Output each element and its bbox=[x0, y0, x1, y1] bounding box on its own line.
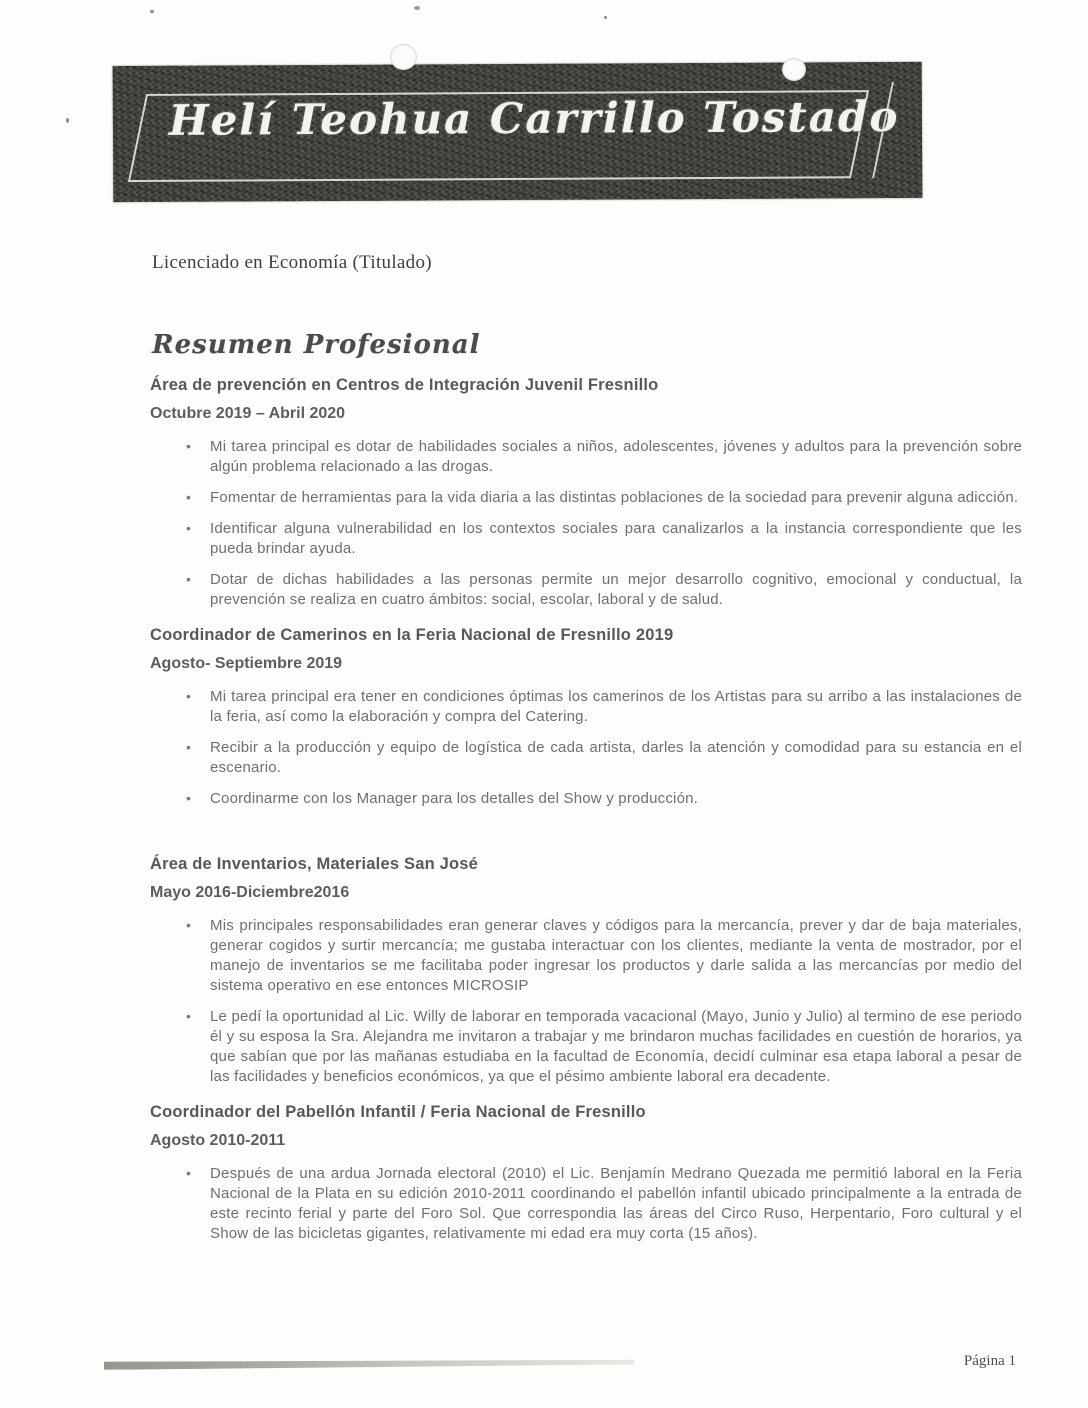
bullet-list bbox=[152, 687, 1022, 809]
section-inventarios bbox=[152, 855, 1022, 1087]
bullet-item: • Dotar de dichas habilidades a las personas permite un mejor desarrollo cognitivo, emocional y conductual, la prevención se realiza en cuatro ámbitos: social, escolar, laboral y de salud. bbox=[184, 570, 1022, 610]
bullet-item: • Le pedí la oportunidad al Lic. Willy de laborar en temporada vacacional (Mayo, Junio y Julio) al termino de ese periodo él y su esposa la Sra. Alejandra me invitaron a trabajar y me brindaron muchas facilidades en cuestión de horarios, ya que sabían que por las mañanas estudiaba en la facultad de Economía, decidí culminar esa etapa laboral a pesar de las facilidades y beneficios económicos, ya que el pésimo ambiente laboral era decadente. bbox=[184, 1007, 1022, 1087]
hole-punch bbox=[390, 44, 417, 70]
bullet-list bbox=[152, 437, 1022, 610]
bullet-item: • Coordinarme con los Manager para los detalles del Show y producción. bbox=[184, 789, 1022, 809]
bullet-list bbox=[152, 1164, 1022, 1244]
bullet-list bbox=[152, 916, 1022, 1087]
scan-speck bbox=[414, 6, 420, 10]
hole-punch bbox=[782, 58, 806, 81]
bullet-item: • Mi tarea principal era tener en condiciones óptimas los camerinos de los Artistas para su arribo a las instalaciones de la feria, así como la elaboración y compra del Catering. bbox=[184, 687, 1022, 727]
resume-heading: Resumen Profesional bbox=[152, 330, 481, 360]
bullet-item: • Fomentar de herramientas para la vida diaria a las distintas poblaciones de la sociedad para prevenir alguna adicción. bbox=[184, 488, 1022, 508]
section-title: Área de prevención en Centros de Integración Juvenil Fresnillo bbox=[150, 376, 659, 394]
document-body bbox=[152, 252, 1022, 1255]
section-prevencion bbox=[152, 376, 1022, 610]
bullet-item: • Identificar alguna vulnerabilidad en los contextos sociales para canalizarlos a la instancia correspondiente que les pueda brindar ayuda. bbox=[184, 519, 1022, 559]
section-camerinos bbox=[152, 626, 1022, 809]
bullet-item: • Mi tarea principal es dotar de habilidades sociales a niños, adolescentes, jóvenes y adultos para la prevención sobre algún problema relacionado a las drogas. bbox=[184, 437, 1022, 477]
scan-speck bbox=[66, 118, 69, 123]
scan-speck bbox=[604, 16, 607, 19]
section-pabellon bbox=[152, 1103, 1022, 1244]
bullet-item: • Mis principales responsabilidades eran generar claves y códigos para la mercancía, prever y dar de baja materiales, generar cogidos y surtir mercancía; me gustaba interactuar con los clientes, mediante la venta de mostrador, por el manejo de inventarios se me facilitaba poder ingresar los productos y darle salida a las mercancías por medio del sistema operativo en ese entonces MICROSIP bbox=[184, 916, 1022, 996]
scan-speck bbox=[150, 10, 154, 13]
section-dates: Agosto 2010-2011 bbox=[150, 1132, 286, 1149]
page-number: Página 1 bbox=[963, 1353, 1016, 1369]
section-title: Área de Inventarios, Materiales San José bbox=[150, 855, 479, 873]
degree-subtitle: Licenciado en Economía (Titulado) bbox=[152, 252, 432, 273]
section-dates: Octubre 2019 – Abril 2020 bbox=[150, 405, 346, 422]
section-dates: Mayo 2016-Diciembre2016 bbox=[150, 884, 350, 901]
bullet-item: • Después de una ardua Jornada electoral (2010) el Lic. Benjamín Medrano Quezada me permitió laboral en la Feria Nacional de la Plata en su edición 2010-2011 coordinando el pabellón infantil ubicado principalmente a la entrada de este recinto ferial y parte del Foro Sol. Que correspondia las áreas del Circo Ruso, Herpentario, Foro cultural y el Show de las bicicletas gigantes, relativamente mi edad era muy corta (15 años). bbox=[184, 1164, 1022, 1244]
bullet-item: • Recibir a la producción y equipo de logística de cada artista, darles la atención y comodidad para su estancia en el escenario. bbox=[184, 738, 1022, 778]
document-title: Helí Teohua Carrillo Tostado bbox=[168, 92, 900, 145]
section-title: Coordinador de Camerinos en la Feria Nacional de Fresnillo 2019 bbox=[150, 626, 674, 644]
header-banner bbox=[113, 62, 923, 202]
section-title: Coordinador del Pabellón Infantil / Feria Nacional de Fresnillo bbox=[150, 1103, 646, 1121]
footer-scan-bar bbox=[104, 1357, 634, 1370]
section-dates: Agosto- Septiembre 2019 bbox=[150, 655, 343, 672]
